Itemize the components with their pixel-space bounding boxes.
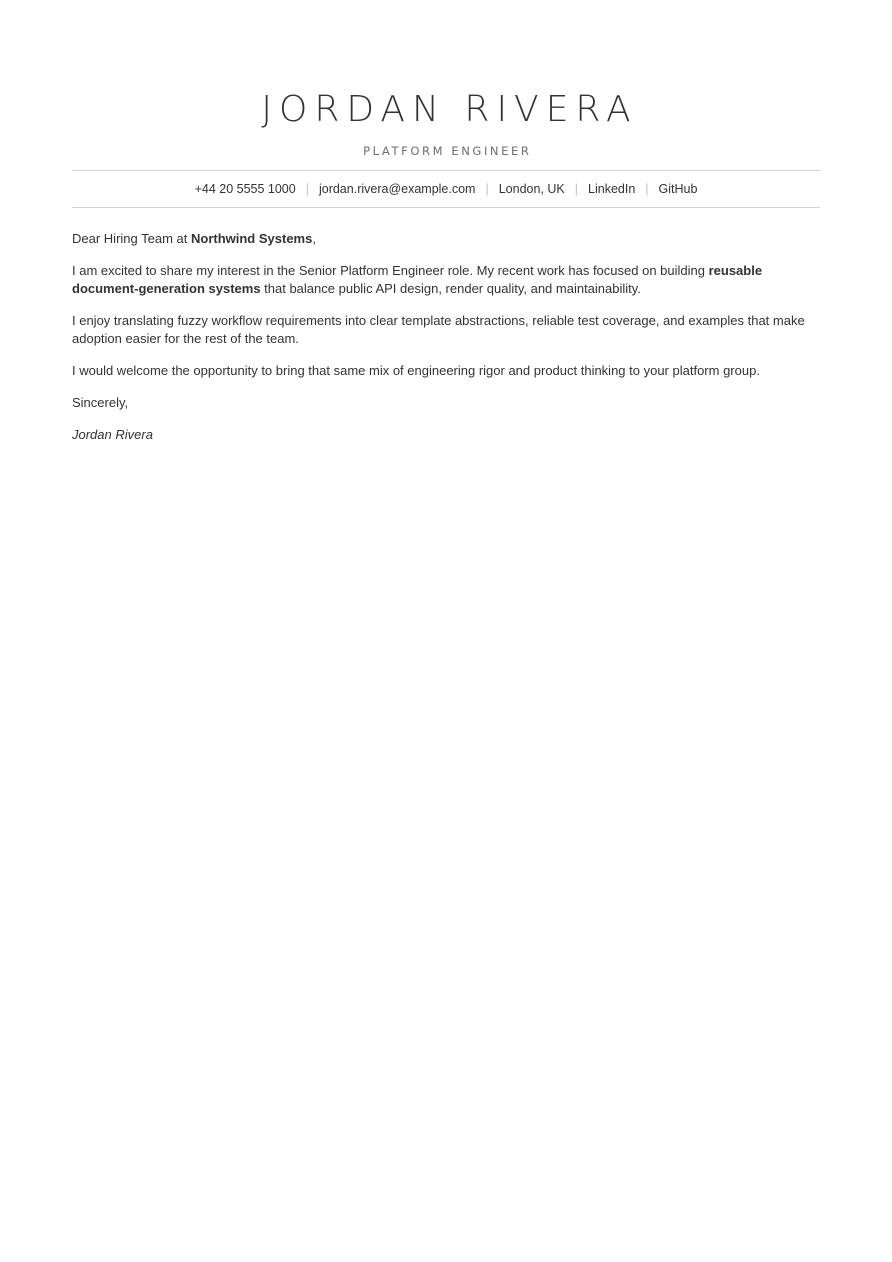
paragraph-1-highlight: reusable document-generation systems — [72, 263, 763, 296]
contact-location: London, UK — [498, 182, 565, 196]
applicant-title: PLATFORM ENGINEER — [363, 144, 532, 158]
contact-separator: | — [305, 182, 309, 196]
signature: Jordan Rivera — [72, 427, 153, 442]
salutation-prefix: Dear Hiring Team at — [72, 231, 191, 246]
letter-body — [72, 230, 820, 444]
contact-separator: | — [645, 182, 649, 196]
paragraph-1-start: I am excited to share my interest in the Senior Platform Engineer role. My recent work has focused on building — [72, 263, 709, 278]
contact-separator: | — [574, 182, 579, 196]
salutation — [72, 230, 820, 248]
linkedin-link[interactable]: LinkedIn — [588, 182, 636, 196]
applicant-name: JORDAN RIVERA — [261, 89, 638, 130]
letter-header — [72, 0, 820, 159]
contact-email[interactable]: jordan.rivera@example.com — [318, 182, 476, 196]
paragraph-1-end: that balance public API design, render quality, and maintainability. — [260, 281, 641, 296]
paragraph-2: I enjoy translating fuzzy workflow requirements into clear template abstractions, reliable test coverage, and examples that make adoption easier for the rest of the team. — [72, 313, 805, 346]
salutation-suffix: , — [312, 231, 316, 246]
github-link[interactable]: GitHub — [658, 182, 698, 196]
closing: Sincerely, — [72, 395, 129, 410]
contact-phone: +44 20 5555 1000 — [194, 182, 296, 196]
paragraph-1 — [72, 262, 820, 298]
company-name: Northwind Systems — [190, 231, 313, 246]
contact-separator: | — [485, 182, 489, 196]
paragraph-3: I would welcome the opportunity to bring that same mix of engineering rigor and product thinking to your platform group. — [72, 363, 760, 378]
contact-bar — [72, 170, 820, 208]
